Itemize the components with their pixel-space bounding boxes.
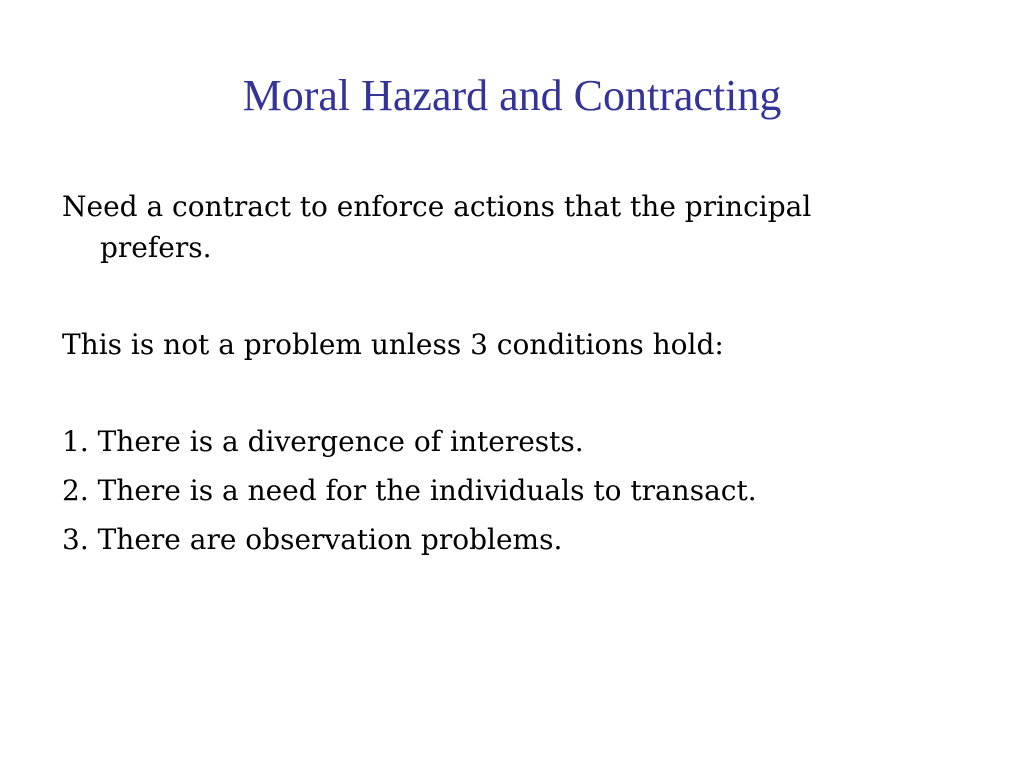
slide-title: Moral Hazard and Contracting: [242, 71, 782, 120]
condition-item-3: 3. There are observation problems.: [62, 523, 563, 556]
paragraph-conditions-intro: This is not a problem unless 3 conditions hold:: [62, 328, 724, 361]
slide-body: [62, 186, 882, 560]
condition-item-1: 1. There is a divergence of interests.: [62, 425, 584, 458]
condition-item-2: 2. There is a need for the individuals to transact.: [62, 474, 757, 507]
paragraph-contract: Need a contract to enforce actions that the principal prefers.: [62, 190, 812, 264]
conditions-list: [62, 421, 882, 560]
